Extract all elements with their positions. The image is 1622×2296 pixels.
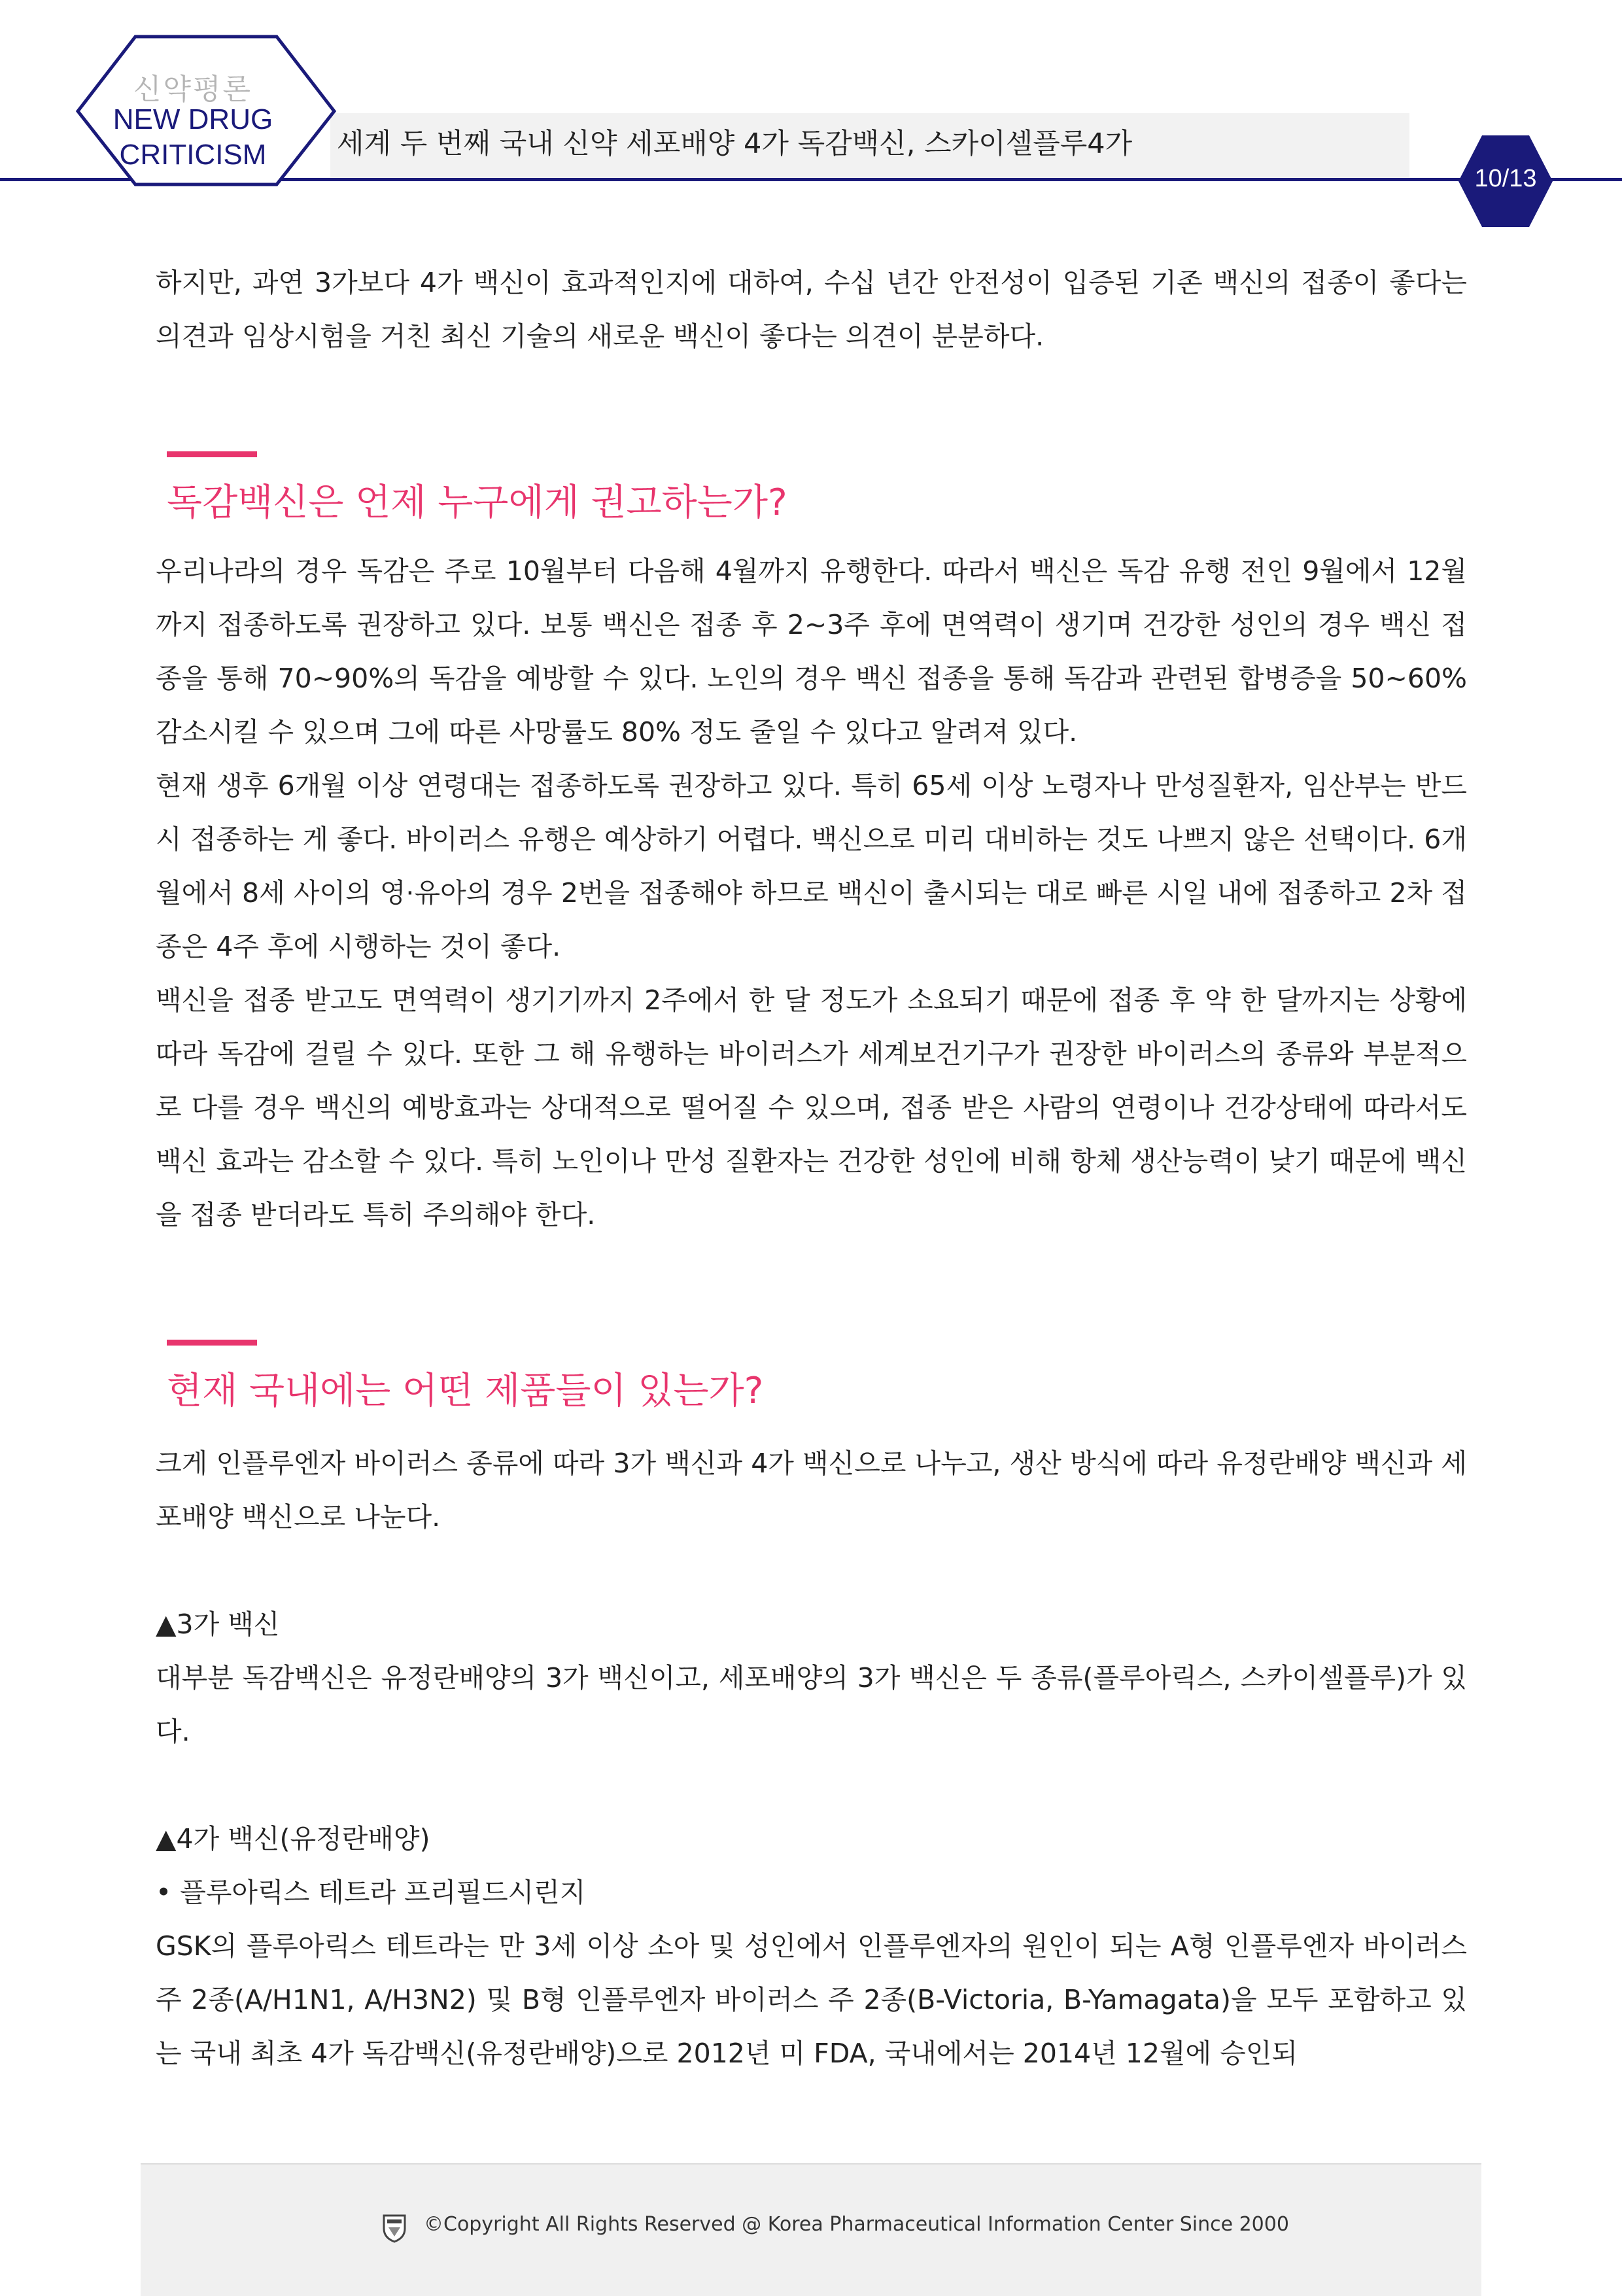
logo-korean-text: 신약평론	[133, 73, 252, 106]
section1-heading: 독감백신은 언제 누구에게 권고하는가?	[167, 481, 787, 524]
trivalent-label: ▲3가 백신	[156, 1609, 280, 1640]
section2-paragraph-1: 크게 인플루엔자 바이러스 종류에 따라 3가 백신과 4가 백신으로 나누고, 생산 방식에 따라 유정란배양 백신과 세포배양 백신으로 나눈다.	[156, 1448, 1467, 1533]
shield-emblem-icon	[382, 2213, 407, 2243]
trivalent-text: 대부분 독감백신은 유정란배양의 3가 백신이고, 세포배양의 3가 백신은 두 종류(플루아릭스, 스카이셀플루)가 있다.	[156, 1662, 1467, 1747]
quadrivalent-egg-label: ▲4가 백신(유정란배양)	[156, 1823, 430, 1854]
section2-accent-bar	[167, 1340, 257, 1346]
page-indicator: 10/13	[1474, 165, 1537, 192]
logo-english-line1: NEW DRUG	[112, 103, 273, 135]
section1-accent-bar	[167, 451, 257, 457]
section1-paragraph-1: 우리나라의 경우 독감은 주로 10월부터 다음해 4월까지 유행한다. 따라서 백신은 독감 유행 전인 9월에서 12월까지 접종하도록 권장하고 있다. 보통 백신은 접종 후 2~3주 후에 면역력이 생기며 건강한 성인의 경우 백신 접종을 통해 70~90%의 독감을 예방할 수 있다. 노인의 경우 백신 접종을 통해 독감과 관련된 합병증을 50~60% 감소시킬 수 있으며 그에 따른 사망률도 80% 정도 줄일 수 있다고 알려져 있다.	[156, 555, 1467, 748]
section1-paragraph-3: 백신을 접종 받고도 면역력이 생기기까지 2주에서 한 달 정도가 소요되기 때문에 접종 후 약 한 달까지는 상황에 따라 독감에 걸릴 수 있다. 또한 그 해 유행하는 바이러스가 세계보건기구가 권장한 바이러스의 종류와 부분적으로 다를 경우 백신의 예방효과는 상대적으로 떨어질 수 있으며, 접종 받은 사람의 연령이나 건강상태에 따라서도 백신 효과는 감소할 수 있다. 특히 노인이나 만성 질환자는 건강한 성인에 비해 항체 생산능력이 낮기 때문에 백신을 접종 받더라도 특히 주의해야 한다.	[156, 984, 1467, 1230]
footer-copyright: ©Copyright All Rights Reserved @ Korea Pharmaceutical Information Center Since 2000	[424, 2213, 1289, 2236]
fluarix-tetra-text: GSK의 플루아릭스 테트라는 만 3세 이상 소아 및 성인에서 인플루엔자의 원인이 되는 A형 인플루엔자 바이러스 주 2종(A/H1N1, A/H3N2) 및 B형 인플루엔자 바이러스 주 2종(B-Victoria, B-Yamagata)을 모두 포함하고 있는 국내 최초 4가 독감백신(유정란배양)으로 2012년 미 FDA, 국내에서는 2014년 12월에 승인되	[156, 1930, 1467, 2069]
section2-heading: 현재 국내에는 어떤 제품들이 있는가?	[167, 1370, 764, 1412]
document-title: 세계 두 번째 국내 신약 세포배양 4가 독감백신, 스카이셀플루4가	[337, 128, 1133, 160]
intro-paragraph: 하지만, 과연 3가보다 4가 백신이 효과적인지에 대하여, 수십 년간 안전성이 입증된 기존 백신의 접종이 좋다는 의견과 임상시험을 거친 최신 기술의 새로운 백신이 좋다는 의견이 분분하다.	[156, 267, 1467, 352]
section1-paragraph-2: 현재 생후 6개월 이상 연령대는 접종하도록 권장하고 있다. 특히 65세 이상 노령자나 만성질환자, 임산부는 반드시 접종하는 게 좋다. 바이러스 유행은 예상하기 어렵다. 백신으로 미리 대비하는 것도 나쁘지 않은 선택이다. 6개월에서 8세 사이의 영·유아의 경우 2번을 접종해야 하므로 백신이 출시되는 대로 빠른 시일 내에 접종하고 2차 접종은 4주 후에 시행하는 것이 좋다.	[156, 770, 1467, 962]
logo-english-line2: CRITICISM	[119, 139, 267, 171]
fluarix-tetra-bullet: • 플루아릭스 테트라 프리필드시린지	[156, 1877, 586, 1908]
